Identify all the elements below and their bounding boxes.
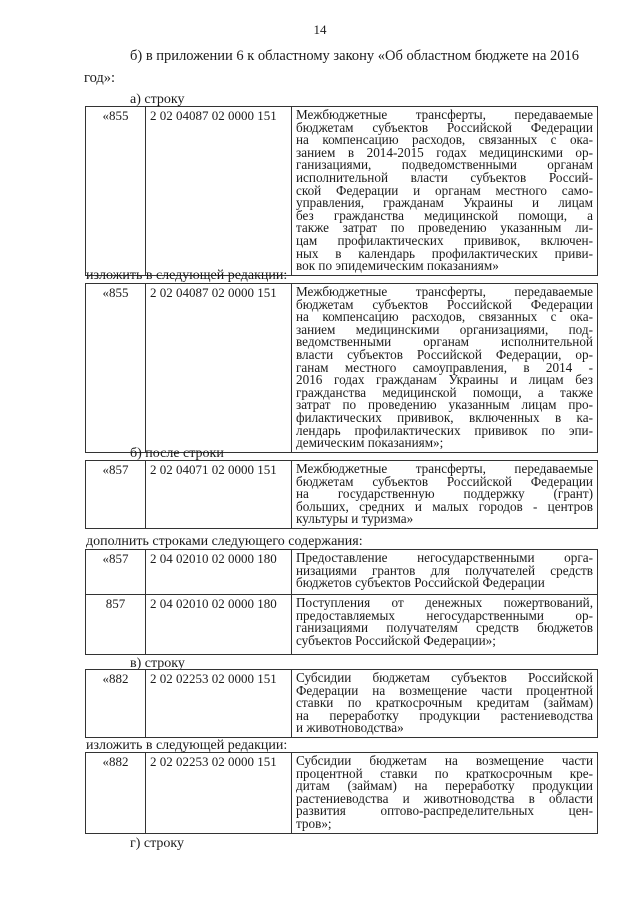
description-line: развития оптово-распределительных цен-	[296, 803, 593, 819]
description-line: гражданства медицинской помощи, а также	[296, 384, 593, 400]
row-description	[292, 107, 598, 276]
description-line: управления, гражданам Украины и лицам	[296, 195, 593, 211]
table-row-6	[85, 669, 598, 738]
description-line: Межбюджетные трансферты, передаваемые	[296, 284, 593, 299]
description-line: Субсидии бюджетам на возмещение части	[296, 753, 593, 768]
description-line: ных в календарь профилактических приви-	[296, 245, 593, 261]
description-line: культуры и туризма»	[296, 511, 414, 527]
table-row-4	[86, 550, 598, 595]
label-b-after: б) после строки	[130, 446, 224, 461]
description-line: Межбюджетные трансферты, передаваемые	[296, 107, 593, 122]
description-line: дитам (займам) на переработку продукции	[296, 778, 593, 794]
description-line: затрат по проведению указанным лицам про-	[296, 397, 593, 413]
row-code: «855	[86, 284, 146, 453]
row-code: «882	[86, 753, 146, 834]
label-replace-1: изложить в следующей редакции:	[86, 268, 288, 283]
description-line: на компенсацию расходов, связанных с ока-	[296, 309, 593, 325]
intro-line-2: год»:	[84, 70, 116, 86]
description-line: Субсидии бюджетам субъектов Российской	[296, 670, 593, 685]
row-kbk: 2 02 02253 02 0000 151	[146, 753, 292, 834]
description-line: ганизациями получателям средств бюджетов	[296, 620, 593, 636]
row-description	[292, 753, 598, 834]
description-line: Поступления от денежных пожертвований,	[296, 595, 593, 610]
description-line: занием медицинскими организациями, под-	[296, 321, 593, 337]
description-line: также затрат по проведению указанным ли-	[296, 220, 593, 236]
label-replace-2: изложить в следующей редакции:	[86, 738, 288, 753]
description-line: Федерации на возмещение части процентной	[296, 682, 593, 698]
description-line: ганизациями, подведомственными органам	[296, 157, 593, 173]
description-line: бюджетам субъектов Российской Федерации	[296, 119, 593, 135]
description-line: лендарь профилактических прививок по эпи-	[296, 422, 593, 438]
row-kbk: 2 04 02010 02 0000 180	[146, 595, 292, 655]
description-line: демическим показаниям»;	[296, 435, 444, 451]
label-add-rows: дополнить строками следующего содержания:	[86, 534, 363, 549]
label-v-row: в) строку	[130, 656, 185, 671]
row-kbk: 2 02 04071 02 0000 151	[146, 461, 292, 529]
row-description	[292, 670, 598, 738]
description-line: на переработку продукции растениеводства	[296, 707, 593, 723]
row-code: «882	[86, 670, 146, 738]
row-kbk: 2 02 02253 02 0000 151	[146, 670, 292, 738]
description-line: Межбюджетные трансферты, передаваемые	[296, 461, 593, 476]
description-line: ской Федерации и органам местного само-	[296, 182, 593, 198]
description-line: тров»;	[296, 815, 332, 831]
row-description	[292, 550, 598, 595]
row-code: 857	[86, 595, 146, 655]
description-line: 2016 годах гражданам Украины и лицам без	[296, 372, 593, 388]
description-line: на компенсацию расходов, связанных с ока-	[296, 132, 593, 148]
row-description	[292, 284, 598, 453]
description-line: власти субъектов Российской Федерации, ор-	[296, 346, 593, 362]
description-line: больших, средних и малых городов - центров	[296, 498, 593, 514]
description-line: ведомственными органам исполнительной	[296, 334, 593, 350]
row-code: «857	[86, 550, 146, 595]
description-line: ставки по краткосрочным кредитам (займам)	[296, 695, 593, 711]
description-line: растениеводства и животноводства в области	[296, 790, 593, 806]
description-line: и животноводства»	[296, 720, 404, 736]
table-row-2	[85, 283, 598, 453]
description-line: процентной ставки по краткосрочным кре-	[296, 765, 593, 781]
description-line: бюджетов субъектов Российской Федерации	[296, 575, 545, 591]
table-row-7	[85, 752, 598, 834]
table-added-rows	[85, 549, 598, 655]
description-line: вок по эпидемическим показаниям»	[296, 258, 499, 274]
description-line: Предоставление негосударственными орга-	[296, 550, 593, 565]
description-line: без гражданства медицинской помощи, а	[296, 207, 593, 223]
row-kbk: 2 02 04087 02 0000 151	[146, 107, 292, 276]
description-line: бюджетам субъектов Российской Федерации	[296, 296, 593, 312]
page-number: 14	[313, 22, 327, 37]
description-line: занием в 2014-2015 годах медицинскими ор-	[296, 144, 593, 160]
description-line: на государственную поддержку (грант)	[296, 486, 593, 502]
description-line: ганам местного самоуправления, в 2014 -	[296, 359, 593, 375]
row-kbk: 2 04 02010 02 0000 180	[146, 550, 292, 595]
label-a-row: а) строку	[130, 92, 185, 107]
row-code: «857	[86, 461, 146, 529]
table-row-1	[85, 106, 598, 276]
table-row-3	[85, 460, 598, 529]
intro-line-1: б) в приложении 6 к областному закону «Об областном бюджете на 2016	[130, 48, 580, 64]
row-description	[292, 461, 598, 529]
label-g-row: г) строку	[130, 836, 185, 851]
row-description	[292, 595, 598, 655]
description-line: цам профилактических прививок, включен-	[296, 232, 593, 248]
description-line: бюджетам субъектов Российской Федерации	[296, 473, 593, 489]
description-line: низациями грантов для получателей средств	[296, 562, 593, 578]
table-row-5	[86, 595, 598, 655]
description-line: субъектов Российской Федерации»;	[296, 632, 496, 648]
description-line: филактических прививок, включенных в ка-	[296, 409, 593, 425]
row-code: «855	[86, 107, 146, 276]
row-kbk: 2 02 04087 02 0000 151	[146, 284, 292, 453]
description-line: предоставляемых негосударственными ор-	[296, 607, 593, 623]
description-line: исполнительной власти субъектов Россий-	[296, 169, 593, 185]
